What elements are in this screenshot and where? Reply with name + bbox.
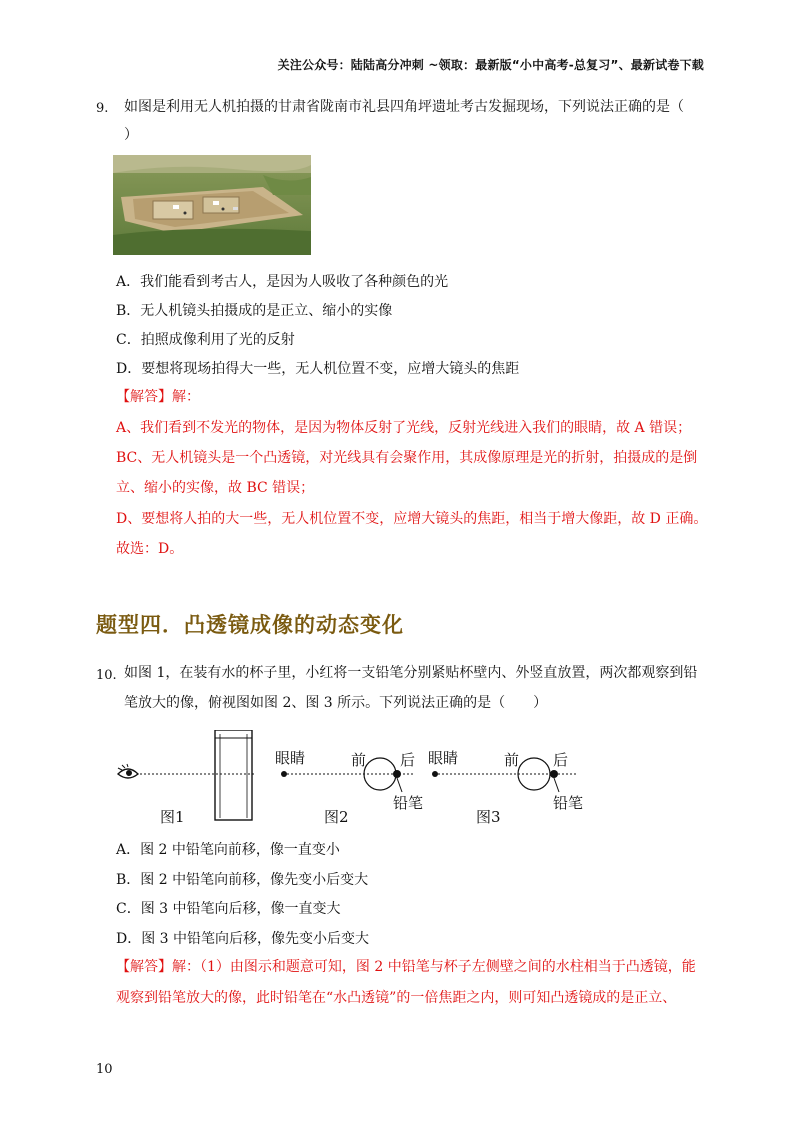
fig2-front-label: 前 [351, 751, 367, 769]
q10-option-b: B．图 2 中铅笔向前移，像先变小后变大 [116, 872, 369, 888]
q9-answer-line1: A、我们看到不发光的物体，是因为物体反射了光线，反射光线进入我们的眼睛，故 A 错误； [116, 420, 692, 436]
fig3-front-label: 前 [504, 751, 520, 769]
fig3-label: 图3 [476, 808, 501, 826]
q9-option-a: A．我们能看到考古人，是因为人吸收了各种颜色的光 [116, 274, 449, 290]
q9-answer-line5: 故选：D。 [116, 541, 184, 557]
fig3-pencil-label: 铅笔 [553, 794, 584, 812]
fig3-eye-label: 眼睛 [428, 749, 459, 767]
q10-stem-line1: 如图 1，在装有水的杯子里，小红将一支铅笔分别紧贴杯壁内、外竖直放置，两次都观察到铅 [124, 665, 698, 681]
fig1-label: 图1 [160, 808, 185, 826]
q10-option-a: A．图 2 中铅笔向前移，像一直变小 [116, 842, 340, 858]
fig2-eye-label: 眼睛 [275, 749, 306, 767]
q9-answer-suffix: 解： [172, 389, 200, 405]
page-header: 关注公众号：陆陆高分冲刺 ~领取：最新版“小中高考-总复习”、最新试卷下载 [277, 58, 704, 72]
q9-stem-line1: 如图是利用无人机拍摄的甘肃省陇南市礼县四角坪遗址考古发掘现场，下列说法正确的是（ [124, 99, 684, 115]
fig3-back-label: 后 [553, 751, 569, 769]
eye-icon [118, 764, 138, 778]
q9-stem-line2: ） [124, 127, 138, 143]
q9-answer-line2: BC、无人机镜头是一个凸透镜，对光线具有会聚作用，其成像原理是光的折射，拍摄成的是倒 [116, 450, 698, 466]
q10-answer-label: 【解答】 [116, 959, 172, 975]
q9-answer-heading [116, 387, 200, 407]
q9-answer-line3: 立、缩小的实像，故 BC 错误； [116, 480, 315, 496]
q10-stem-line2: 笔放大的像，俯视图如图 2、图 3 所示。下列说法正确的是（ ） [124, 695, 548, 711]
q9-option-b: B．无人机镜头拍摄成的是正立、缩小的实像 [116, 303, 393, 319]
q10-option-c: C．图 3 中铅笔向后移，像一直变大 [116, 901, 341, 917]
section-title: 题型四．凸透镜成像的动态变化 [96, 613, 404, 637]
fig3-pencil-dot [550, 770, 558, 778]
q9-number: 9. [96, 101, 109, 116]
q10-answer-line2: 观察到铅笔放大的像，此时铅笔在“水凸透镜”的一倍焦距之内，则可知凸透镜成的是正立、 [116, 990, 677, 1006]
fig2-pencil-label: 铅笔 [393, 794, 424, 812]
fig2-back-label: 后 [400, 751, 416, 769]
q10-answer-line1-rest: 解：（1）由图示和题意可知，图 2 中铅笔与杯子左侧壁之间的水柱相当于凸透镜，能 [172, 959, 696, 975]
fig3-eye-point [432, 771, 438, 777]
fig2-eye-point [281, 771, 287, 777]
fig2-pencil-dot [393, 770, 401, 778]
excavation-site-photo [113, 155, 311, 255]
water-cup [215, 730, 252, 820]
q9-answer-line4: D、要想将人拍的大一些，无人机位置不变，应增大镜头的焦距，相当于增大像距，故 D 正确。 [116, 511, 708, 527]
fig2-label: 图2 [324, 808, 349, 826]
q9-answer-label: 【解答】 [116, 389, 172, 405]
q9-option-d: D．要想将现场拍得大一些，无人机位置不变，应增大镜头的焦距 [116, 361, 520, 377]
q10-option-d: D．图 3 中铅笔向后移，像先变小后变大 [116, 931, 370, 947]
page-number: 10 [96, 1062, 113, 1077]
q10-figure [110, 730, 590, 830]
q10-answer-line1 [116, 957, 696, 977]
q10-number: 10. [96, 668, 117, 683]
q9-option-c: C．拍照成像利用了光的反射 [116, 332, 295, 348]
